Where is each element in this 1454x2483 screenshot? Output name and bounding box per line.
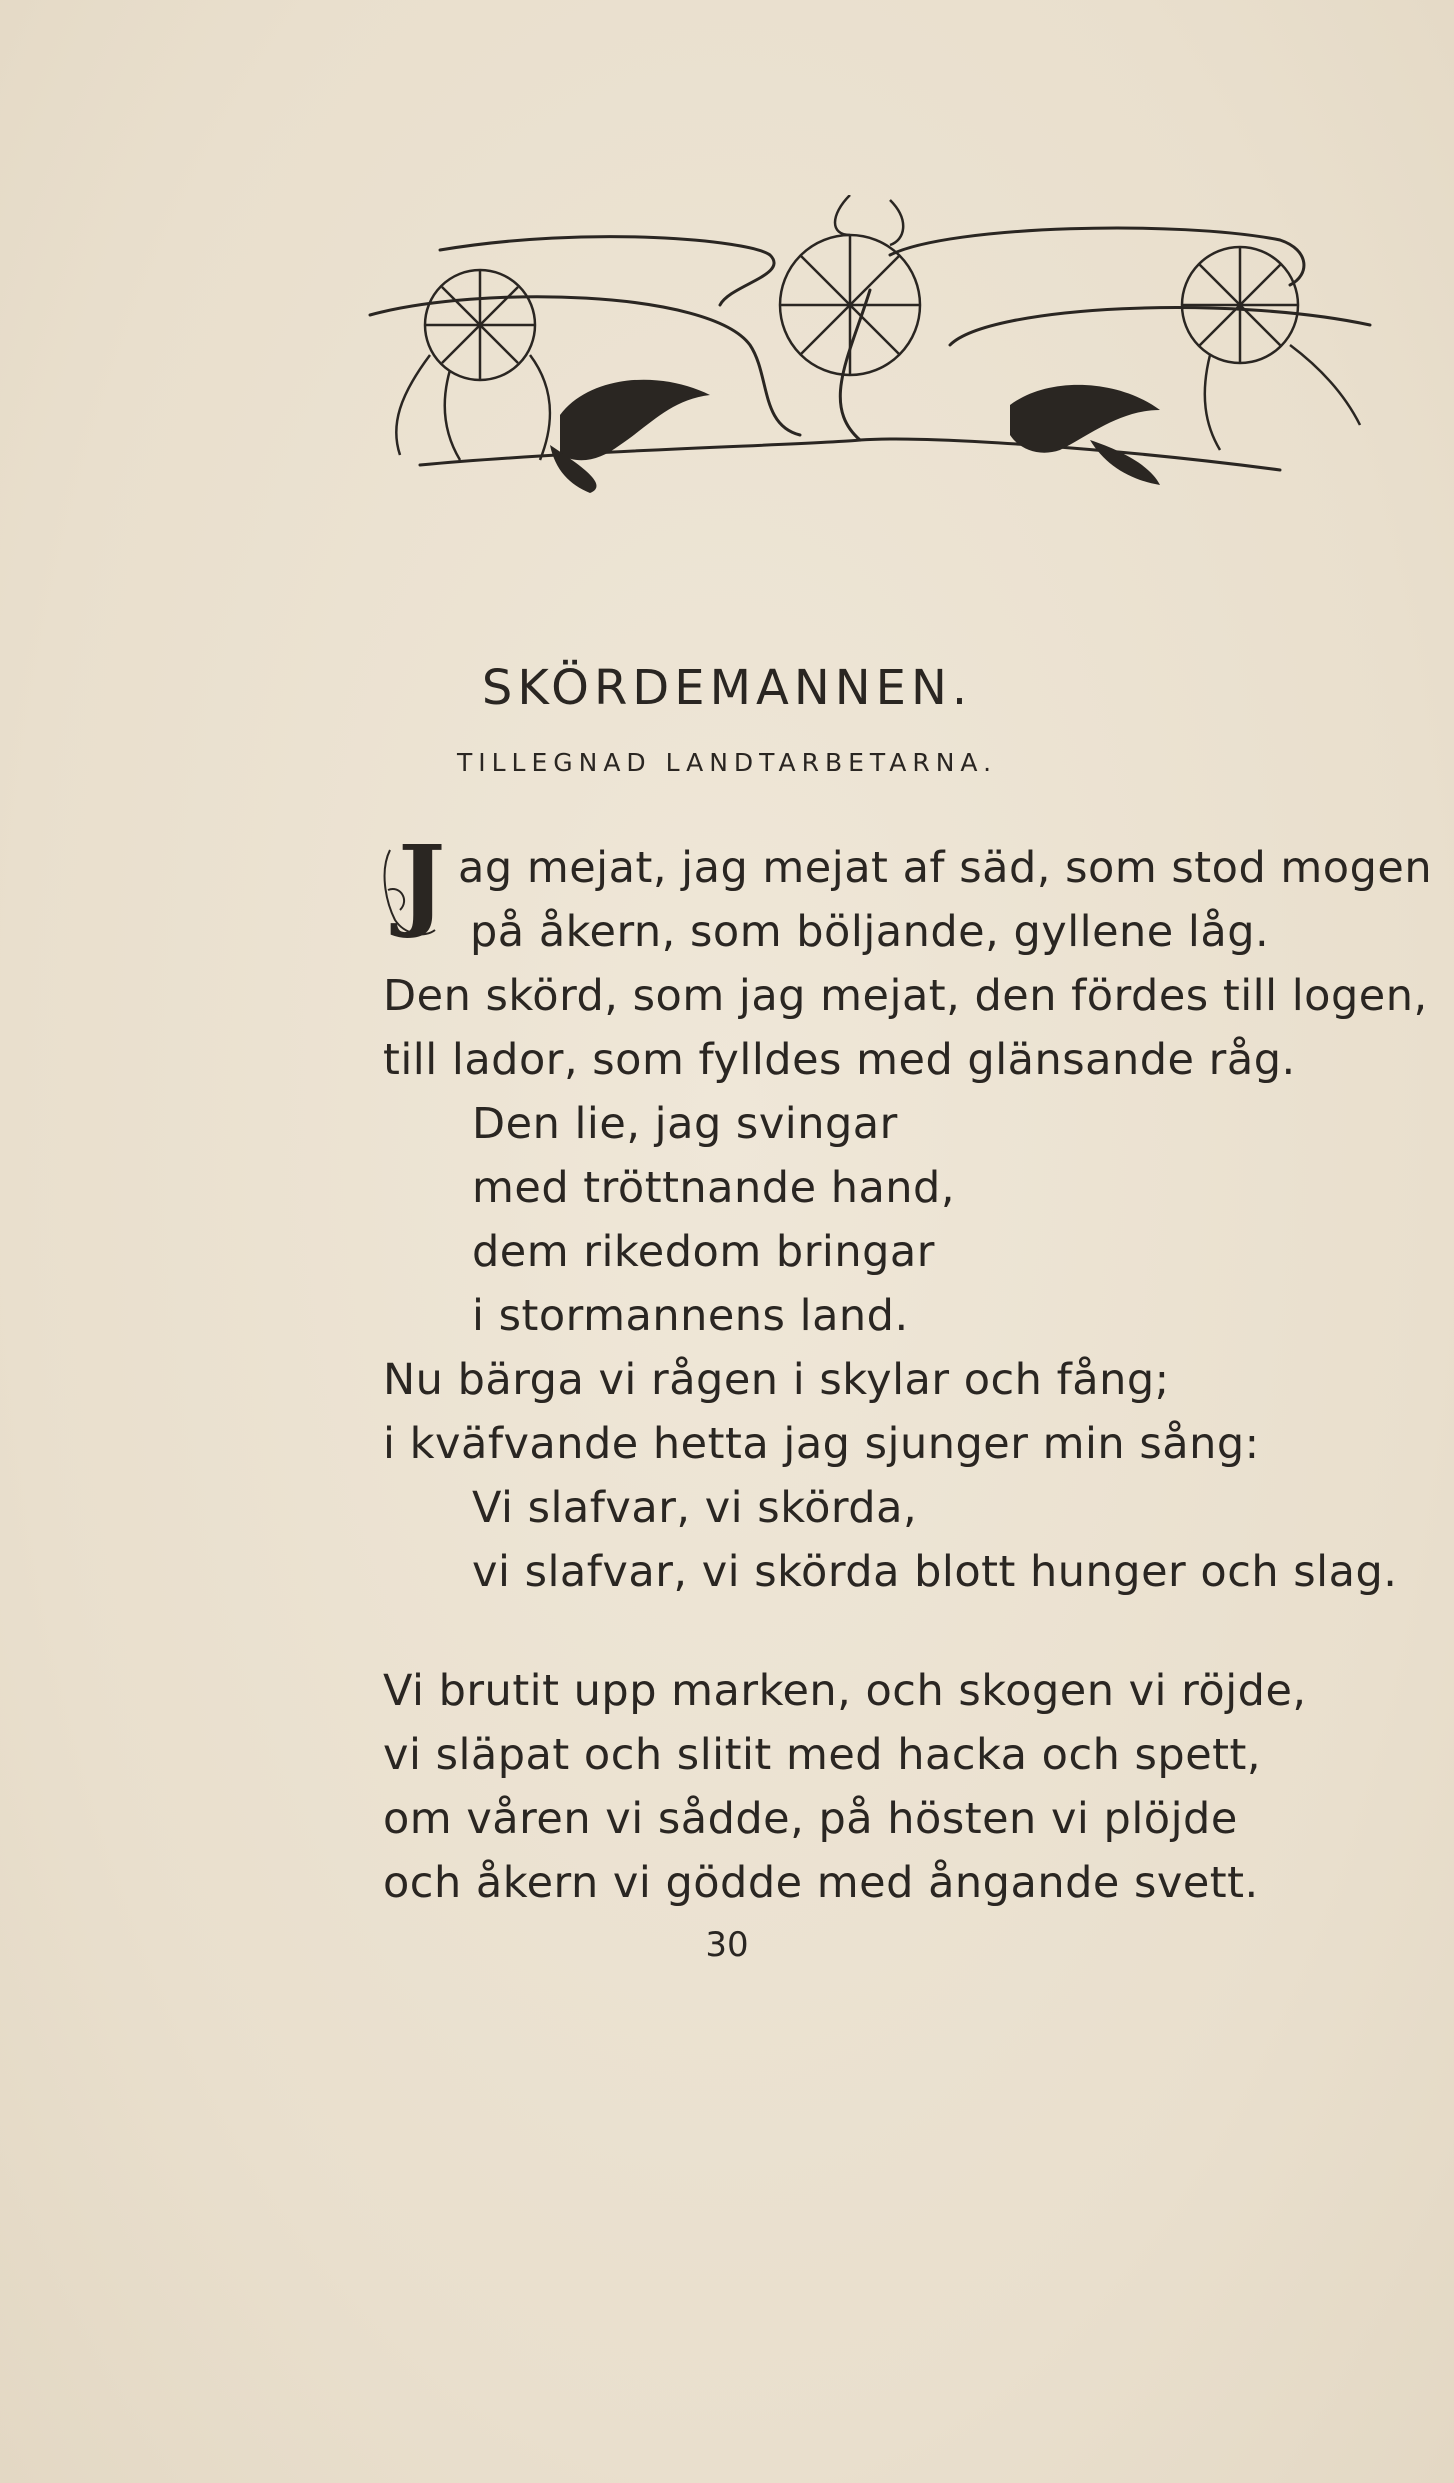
poem-line: på åkern, som böljande, gyllene låg. (470, 907, 1270, 957)
poem-line: i stormannens land. (472, 1291, 909, 1341)
poem-line: Nu bärga vi rågen i skylar och fång; (383, 1355, 1170, 1405)
poem-line: och åkern vi gödde med ångande svett. (383, 1858, 1259, 1908)
poem-line: dem rikedom bringar (472, 1227, 935, 1277)
poem-line: i kväfvande hetta jag sjunger min sång: (383, 1419, 1260, 1469)
poem-line: om våren vi sådde, på hösten vi plöjde (383, 1794, 1238, 1844)
poem-line: Den skörd, som jag mejat, den fördes till logen, (383, 971, 1428, 1021)
page-number: 30 (705, 1925, 749, 1965)
poem-line: vi slafvar, vi skörda blott hunger och slag. (472, 1547, 1398, 1597)
poem-line: Den lie, jag svingar (472, 1099, 898, 1149)
drop-cap-letter: J (398, 823, 446, 941)
poem-dedication: TILLEGNAD LANDTARBETARNA. (456, 748, 998, 777)
poem-line: Vi slafvar, vi skörda, (472, 1483, 918, 1533)
poem-line: vi släpat och slitit med hacka och spett, (383, 1730, 1262, 1780)
poem-line: med tröttnande hand, (472, 1163, 956, 1213)
poem-title: SKÖRDEMANNEN. (481, 660, 973, 716)
poem-line: Vi brutit upp marken, och skogen vi röjde, (383, 1666, 1307, 1716)
poem-line: till lador, som fylldes med glänsande råg. (383, 1035, 1296, 1085)
poem-line: ag mejat, jag mejat af säd, som stod mogen (458, 843, 1433, 893)
